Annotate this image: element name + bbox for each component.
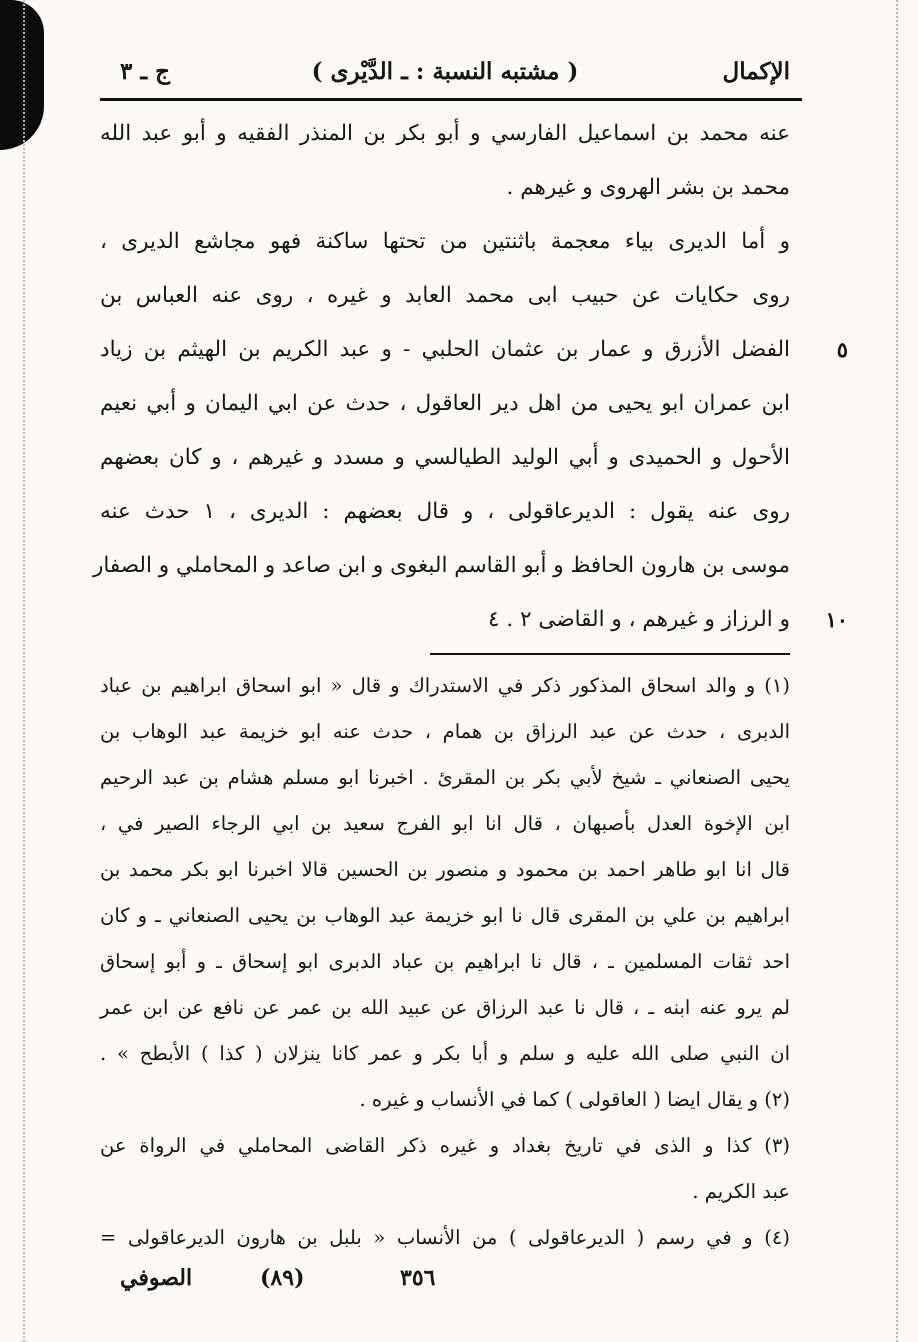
header-rule (100, 98, 802, 101)
footnote-line: (٢) و يقال ايضا ( العاقولى ) كما في الأنساب و غيره . (359, 1088, 790, 1111)
right-margin-dots (896, 0, 898, 1342)
footnotes (100, 663, 790, 1261)
line-text: ابن عمران ابو يحيى من اهل دير العاقول ، حدث عن ابي اليمان و أبي نعيم (100, 391, 790, 416)
footnote-line: عبد الكريم . (692, 1180, 790, 1203)
text-line (100, 593, 848, 647)
text-line (100, 269, 790, 323)
line-text: و أما الديرى بياء معجمة باثنتين من تحتها ساكنة فهو مجاشع الديرى ، (100, 229, 790, 254)
signature-number: (٨٩) (260, 1265, 305, 1291)
footnote-line: (١) و والد اسحاق المذكور ذكر في الاستدراك و قال « ابو اسحاق ابراهيم بن عباد (100, 674, 790, 697)
footnote-line: لم يرو عنه ابنه ـ ، قال نا عبد الرزاق عن عبيد الله بن عمر عن نافع عن ابن عمر (100, 996, 790, 1019)
library-mark: الصوفي (120, 1265, 193, 1291)
footnote-line: ابن الإخوة العدل بأصبهان ، قال انا ابو الفرج سعيد بن ابي الرجاء الصير في ، (100, 812, 790, 835)
text-line (100, 377, 790, 431)
page-footer (100, 1265, 790, 1305)
line-text: محمد بن بشر الهروى و غيرهم . (506, 175, 790, 200)
text-line (100, 215, 790, 269)
text-line (100, 323, 848, 377)
line-text: عنه محمد بن اسماعيل الفارسي و أبو بكر بن المنذر الفقيه و أبو عبد الله (100, 121, 790, 146)
text-line (92, 539, 790, 593)
book-title: الإكمال (722, 58, 790, 85)
line-number: ١٠ (825, 607, 848, 632)
footnote-line: يحيى الصنعاني ـ شيخ لأبي بكر بن المقرئ . اخبرنا ابو مسلم هشام بن عبد الرحيم (100, 766, 790, 789)
text-line (100, 107, 790, 161)
footnote-line: الدبرى ، حدث عن عبد الرزاق بن همام ، حدث عنه ابو خزيمة عبد الوهاب بن (100, 720, 790, 743)
footnote-line: احد ثقات المسلمين ـ ، قال نا ابراهيم بن عباد الدبرى ابو إسحاق ـ و أبو إسحاق (100, 950, 790, 973)
line-text: و الرزاز و غيرهم ، و القاضى ٢ . ٤ (487, 607, 790, 632)
scan-edge-shadow (0, 0, 44, 150)
line-text: الفضل الأزرق و عمار بن عثمان الحلبي - و عبد الكريم بن الهيثم بن زياد (100, 337, 790, 362)
book-page (92, 50, 848, 1305)
footnote-line: (٤) و في رسم ( الديرعاقولى ) من الأنساب « بلبل بن هارون الديرعاقولى = (100, 1226, 790, 1249)
section-title: ( مشتبه النسبة : ـ الدَّيْرى ) (311, 58, 579, 85)
left-margin-dots (23, 0, 25, 1342)
footnote-line: (٣) كذا و الذى في تاريخ بغداد و غيره ذكر القاضى المحاملي في الرواة عن (100, 1134, 790, 1157)
text-line (100, 161, 790, 215)
footnote-line: ان النبي صلى الله عليه و سلم و أبا بكر و عمر كانا ينزلان ( كذا ) الأبطح » . (100, 1042, 790, 1065)
text-line (100, 485, 790, 539)
line-number: ٥ (836, 337, 848, 362)
line-text: موسى بن هارون الحافظ و أبو القاسم البغوى و ابن صاعد و المحاملي و الصفار (92, 553, 790, 578)
volume-label: ج ـ ٣ (120, 58, 170, 85)
line-text: الأحول و الحميدى و أبي الوليد الطيالسي و مسدد و غيرهم ، و كان بعضهم (100, 445, 790, 470)
text-line (100, 431, 790, 485)
main-text (92, 107, 848, 647)
footnote-line: ابراهيم بن علي بن المقرى قال نا ابو خزيمة عبد الوهاب بن يحيى الصنعاني ـ و كان (100, 904, 790, 927)
line-text: روى عنه يقول : الديرعاقولى ، و قال بعضهم : الديرى ، ١ حدث عنه (100, 499, 790, 524)
line-text: روى حكايات عن حبيب ابى محمد العابد و غيره ، روى عنه العباس بن (100, 283, 790, 308)
page-number: ٣٥٦ (400, 1265, 436, 1291)
footnote-line: قال انا ابو طاهر احمد بن محمود و منصور بن الحسين قالا اخبرنا ابو بكر محمد بن (100, 858, 790, 881)
footnote-rule (430, 653, 790, 655)
running-head (100, 50, 790, 98)
